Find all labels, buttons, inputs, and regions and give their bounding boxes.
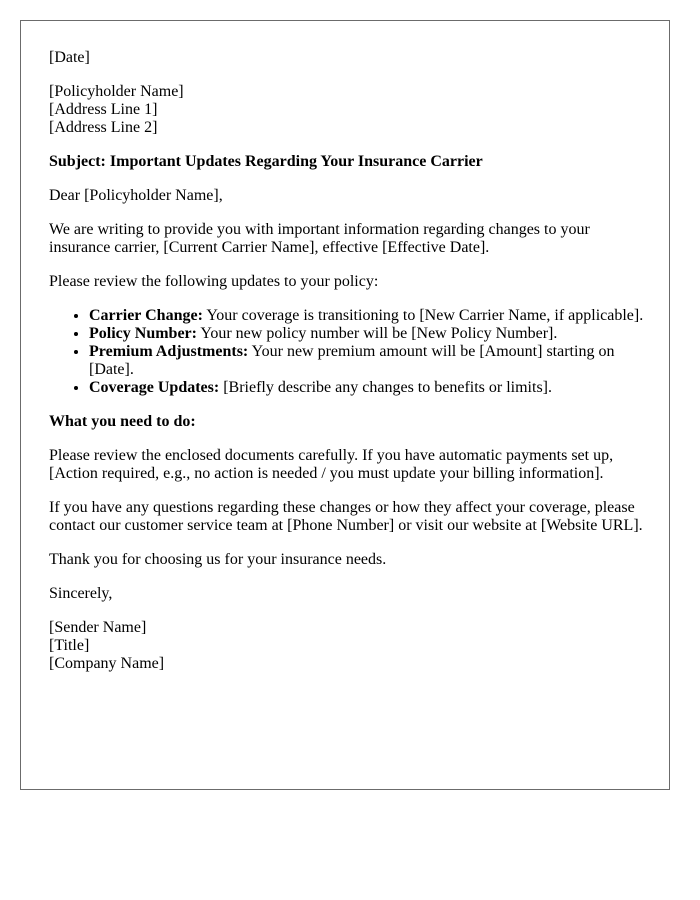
updates-list: [49, 307, 649, 397]
list-item: [89, 379, 649, 397]
update-label-policy-number: Policy Number:: [89, 325, 197, 342]
letter-date: [Date]: [49, 49, 90, 66]
recipient-name: [Policyholder Name]: [49, 83, 184, 100]
letter-subject: Subject: Important Updates Regarding Your Insurance Carrier: [49, 153, 483, 170]
letter-intro: We are writing to provide you with important information regarding changes to your insurance carrier, [Current Carrier Name], effective [Effective Date].: [49, 221, 590, 256]
list-item: [89, 343, 649, 379]
recipient-address: [49, 83, 649, 137]
sender-name: [Sender Name]: [49, 619, 147, 636]
update-text-coverage-updates: [Briefly describe any changes to benefits or limits].: [219, 379, 552, 396]
update-text-carrier-change: Your coverage is transitioning to [New Carrier Name, if applicable].: [202, 307, 644, 324]
update-label-coverage-updates: Coverage Updates:: [89, 379, 220, 396]
update-label-carrier-change: Carrier Change:: [89, 307, 203, 324]
update-text-premium-adjustments: Your new premium amount will be [Amount] starting on [Date].: [89, 343, 615, 378]
list-item: [89, 325, 649, 343]
signature-block: [49, 619, 649, 673]
letter-document: [20, 20, 670, 790]
thanks-text: Thank you for choosing us for your insurance needs.: [49, 551, 387, 568]
recipient-address-line-1: [Address Line 1]: [49, 101, 158, 118]
update-label-premium-adjustments: Premium Adjustments:: [89, 343, 249, 360]
closing-text: Sincerely,: [49, 585, 113, 602]
todo-text: Please review the enclosed documents carefully. If you have automatic payments set up, [Action required, e.g., no action is needed / you must update your billing information].: [49, 447, 614, 482]
sender-company: [Company Name]: [49, 655, 165, 672]
sender-title: [Title]: [49, 637, 90, 654]
letter-salutation: Dear [Policyholder Name],: [49, 187, 223, 204]
questions-text: If you have any questions regarding these changes or how they affect your coverage, please contact our customer service team at [Phone Number] or visit our website at [Website URL].: [49, 499, 643, 534]
recipient-address-line-2: [Address Line 2]: [49, 119, 158, 136]
review-prompt: Please review the following updates to your policy:: [49, 273, 379, 290]
list-item: [89, 307, 649, 325]
update-text-policy-number: Your new policy number will be [New Policy Number].: [196, 325, 558, 342]
todo-heading: What you need to do:: [49, 413, 196, 430]
